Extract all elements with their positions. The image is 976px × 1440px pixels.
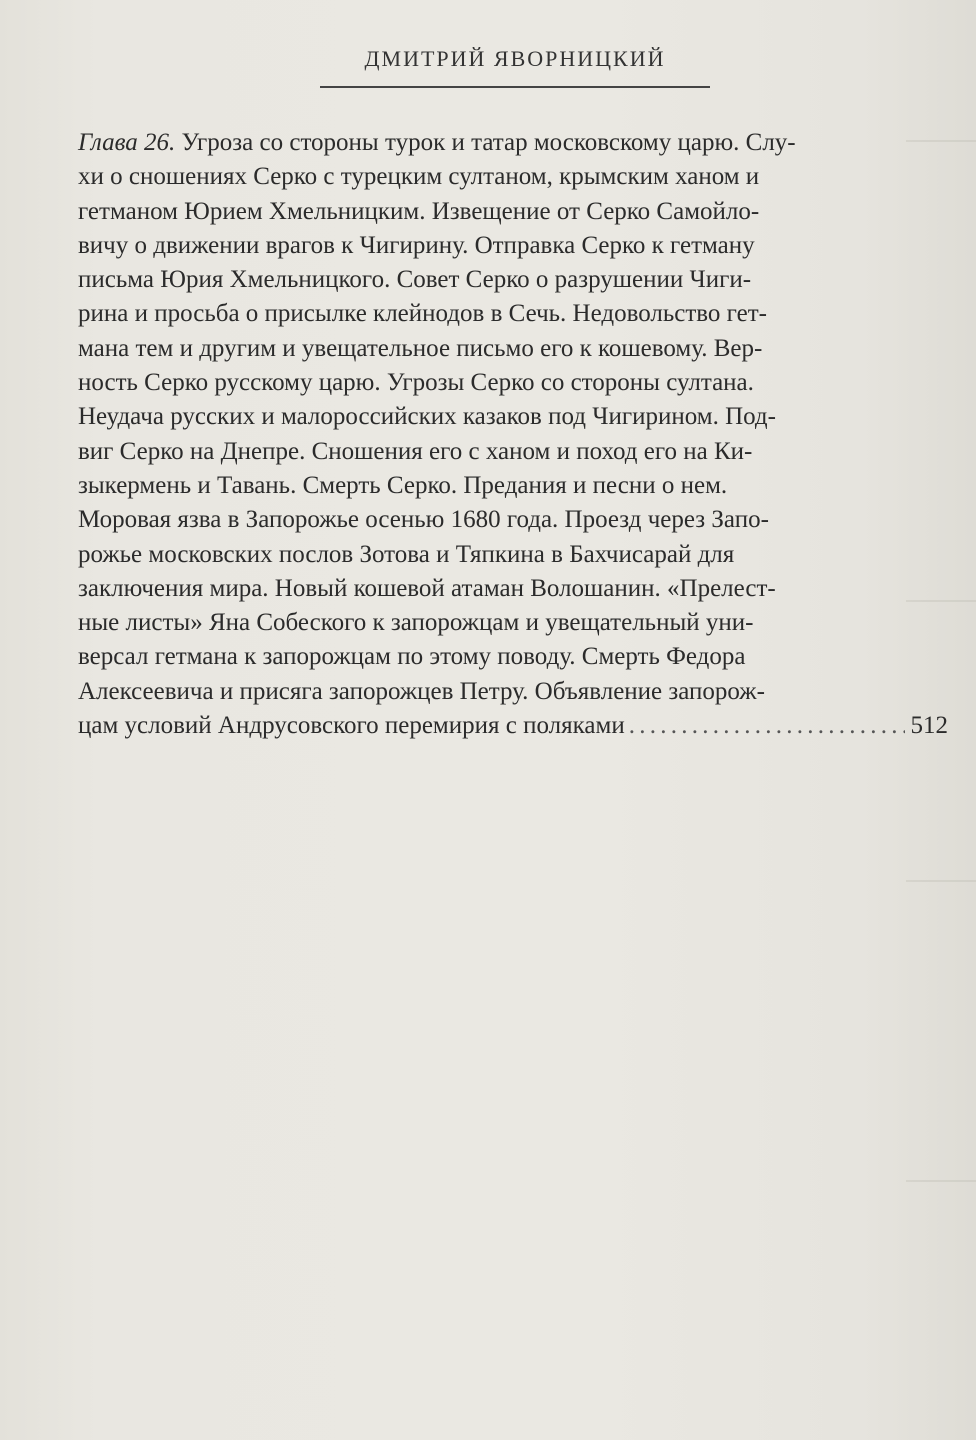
toc-line: версал гетмана к запорожцам по этому поводу. Смерть Федора xyxy=(78,643,746,671)
toc-line: вичу о движении врагов к Чигирину. Отправка Серко к гетману xyxy=(78,231,755,259)
toc-line: письма Юрия Хмельницкого. Совет Серко о разрушении Чиги- xyxy=(78,266,752,294)
toc-line: виг Серко на Днепре. Сношения его с ханом и поход его на Ки- xyxy=(78,437,753,465)
toc-line: рожье московских послов Зотова и Тяпкина в Бахчисарай для xyxy=(78,540,735,568)
bleed-through-mark xyxy=(906,140,976,142)
toc-line: рина и просьба о присылке клейнодов в Сечь. Недовольство гет- xyxy=(78,300,767,328)
toc-line: зыкермень и Тавань. Смерть Серко. Предания и песни о нем. xyxy=(78,471,728,499)
toc-line: хи о сношениях Серко с турецким султаном, крымским ханом и xyxy=(78,163,760,191)
toc-line-1 xyxy=(78,126,948,160)
toc-text: Угроза со стороны турок и татар московскому царю. Слу- xyxy=(181,129,796,156)
toc-line: Неудача русских и малороссийских казаков под Чигирином. Под- xyxy=(78,403,776,431)
bleed-through-mark xyxy=(906,600,976,602)
toc-line: ность Серко русскому царю. Угрозы Серко со стороны султана. xyxy=(78,369,754,397)
chapter-label: Глава 26. xyxy=(78,129,176,156)
toc-line: гетманом Юрием Хмельницким. Извещение от Серко Самойло- xyxy=(78,197,760,225)
bleed-through-mark xyxy=(906,1180,976,1182)
toc-line: Алексеевича и присяга запорожцев Петру. Объявление запорож- xyxy=(78,677,765,705)
toc-line: мана тем и другим и увещательное письмо его к кошевому. Вер- xyxy=(78,334,763,362)
toc-line-last xyxy=(78,709,948,743)
toc-line: заключения мира. Новый кошевой атаман Волошанин. «Прелест- xyxy=(78,574,776,602)
toc-text: цам условий Андрусовского перемирия с поляками xyxy=(78,712,625,740)
toc-line: ные листы» Яна Собеского к запорожцам и увещательный уни- xyxy=(78,609,754,637)
toc-line: Моровая язва в Запорожье осенью 1680 года. Проезд через Запо- xyxy=(78,506,769,534)
dot-leader xyxy=(629,709,905,743)
bleed-through-mark xyxy=(906,880,976,882)
running-head: ДМИТРИЙ ЯВОРНИЦКИЙ xyxy=(364,46,666,71)
running-head-rule xyxy=(320,86,710,88)
toc-entry xyxy=(78,126,948,743)
page-number: 512 xyxy=(910,712,948,740)
